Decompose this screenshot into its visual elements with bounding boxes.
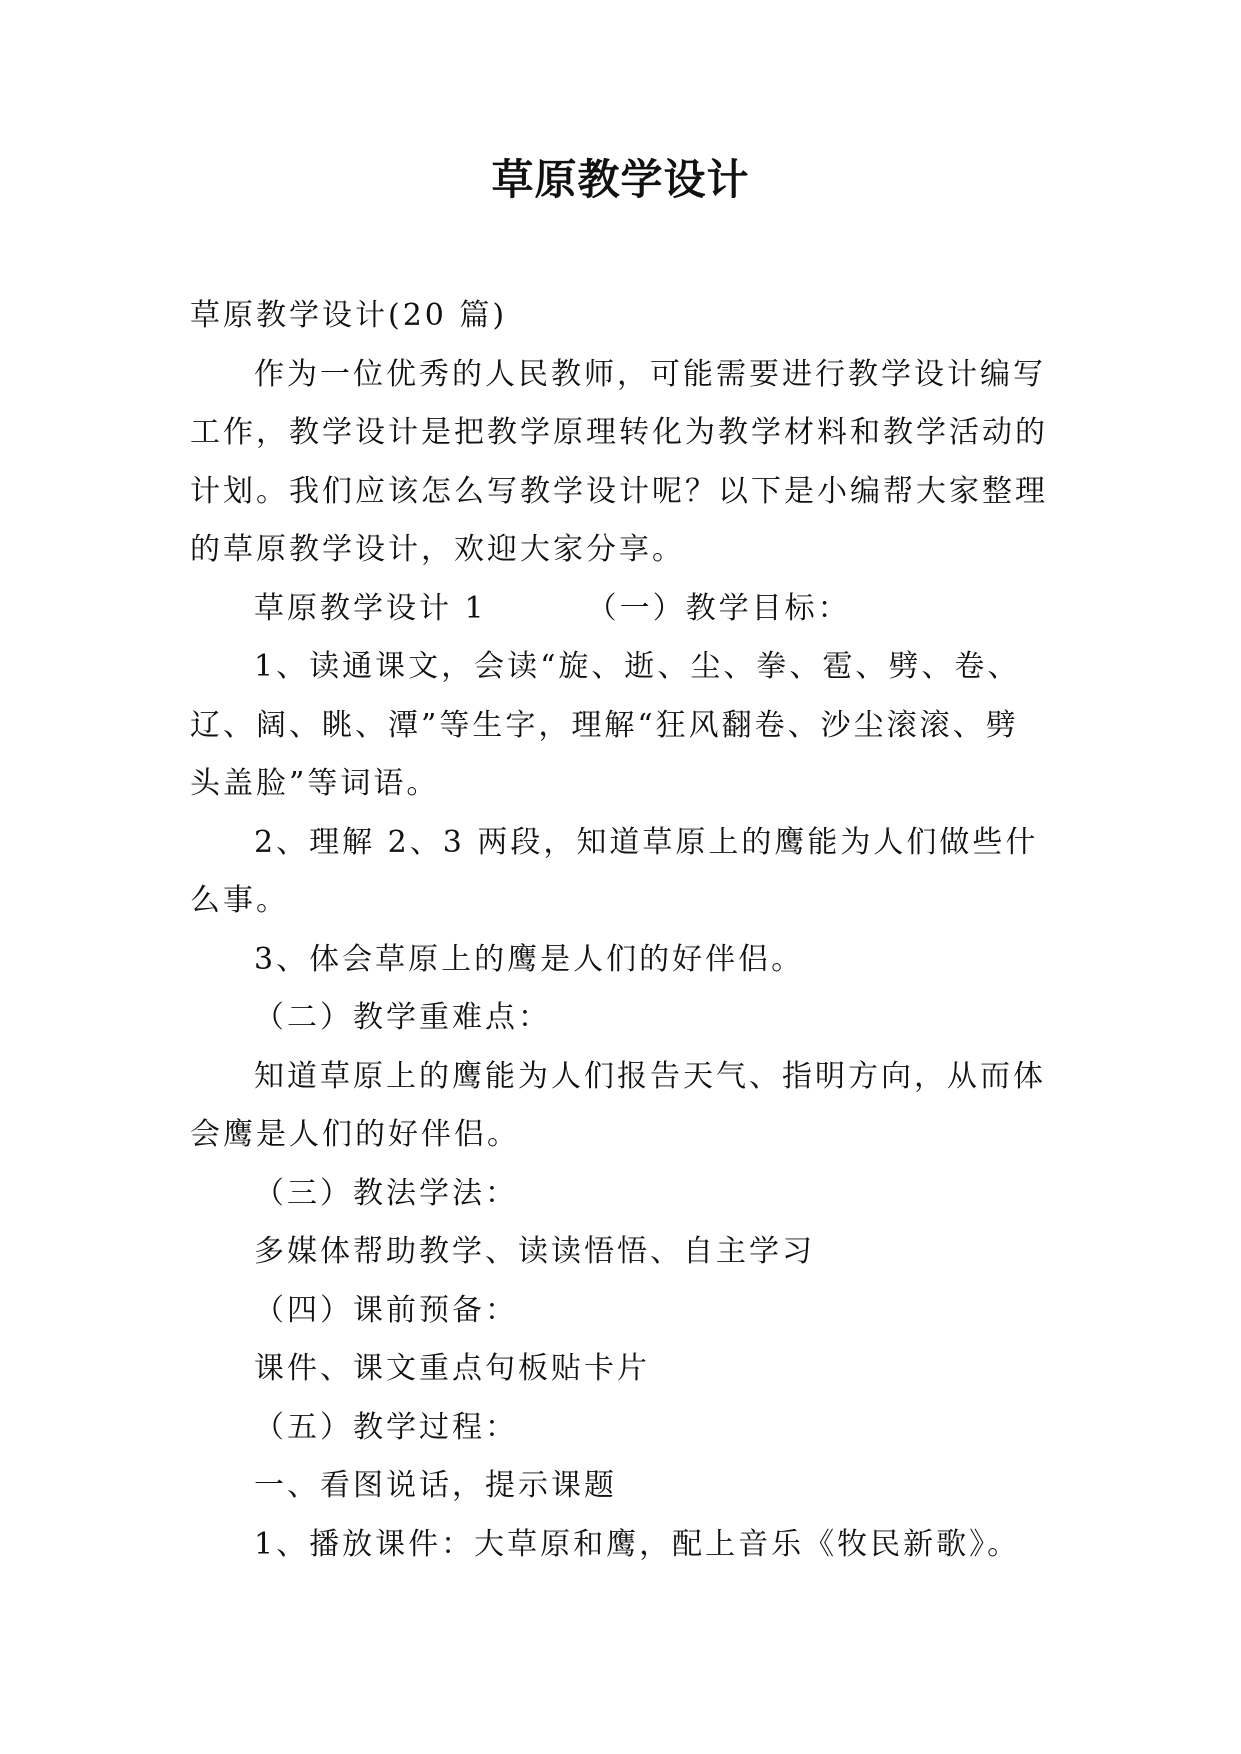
prep-paragraph: 课件、课文重点句板贴卡片 (254, 1351, 650, 1386)
section1-heading: 草原教学设计 1 (254, 590, 487, 626)
prep-heading: （四）课前预备： (254, 1292, 518, 1328)
methods-paragraph: 多媒体帮助教学、读读悟悟、自主学习 (254, 1234, 815, 1269)
step1-item-1: 1、播放课件：大草原和鹰，配上音乐《牧民新歌》。 (254, 1526, 1021, 1562)
keypoints-heading: （二）教学重难点： (254, 1000, 551, 1035)
document-subtitle: 草原教学设计(20 篇) (190, 298, 508, 333)
objective-3: 3、体会草原上的鹰是人们的好伴侣。 (254, 941, 805, 977)
step1-heading: 一、看图说话，提示课题 (254, 1468, 617, 1503)
methods-heading: （三）教法学法： (254, 1175, 518, 1211)
section-heading-line (190, 580, 1050, 639)
objective-1: 1、读通课文，会读“旋、逝、尘、拳、雹、劈、卷、辽、阔、眺、潭”等生字，理解“狂风翻卷、沙尘滚滚、劈头盖脸”等词语。 (190, 649, 1021, 801)
objectives-heading: （一）教学目标： (586, 590, 851, 626)
intro-paragraph: 作为一位优秀的人民教师，可能需要进行教学设计编写工作，教学设计是把教学原理转化为教学材料和教学活动的计划。我们应该怎么写教学设计呢？以下是小编帮大家整理的草原教学设计，欢迎大家分享。 (190, 356, 1048, 567)
document-body (190, 287, 1050, 1574)
document-title: 草原教学设计 (491, 155, 750, 204)
process-heading: （五）教学过程： (254, 1409, 518, 1445)
objective-2: 2、理解 2、3 两段，知道草原上的鹰能为人们做些什么事。 (190, 824, 1039, 918)
keypoints-paragraph: 知道草原上的鹰能为人们报告天气、指明方向，从而体会鹰是人们的好伴侣。 (190, 1058, 1046, 1152)
